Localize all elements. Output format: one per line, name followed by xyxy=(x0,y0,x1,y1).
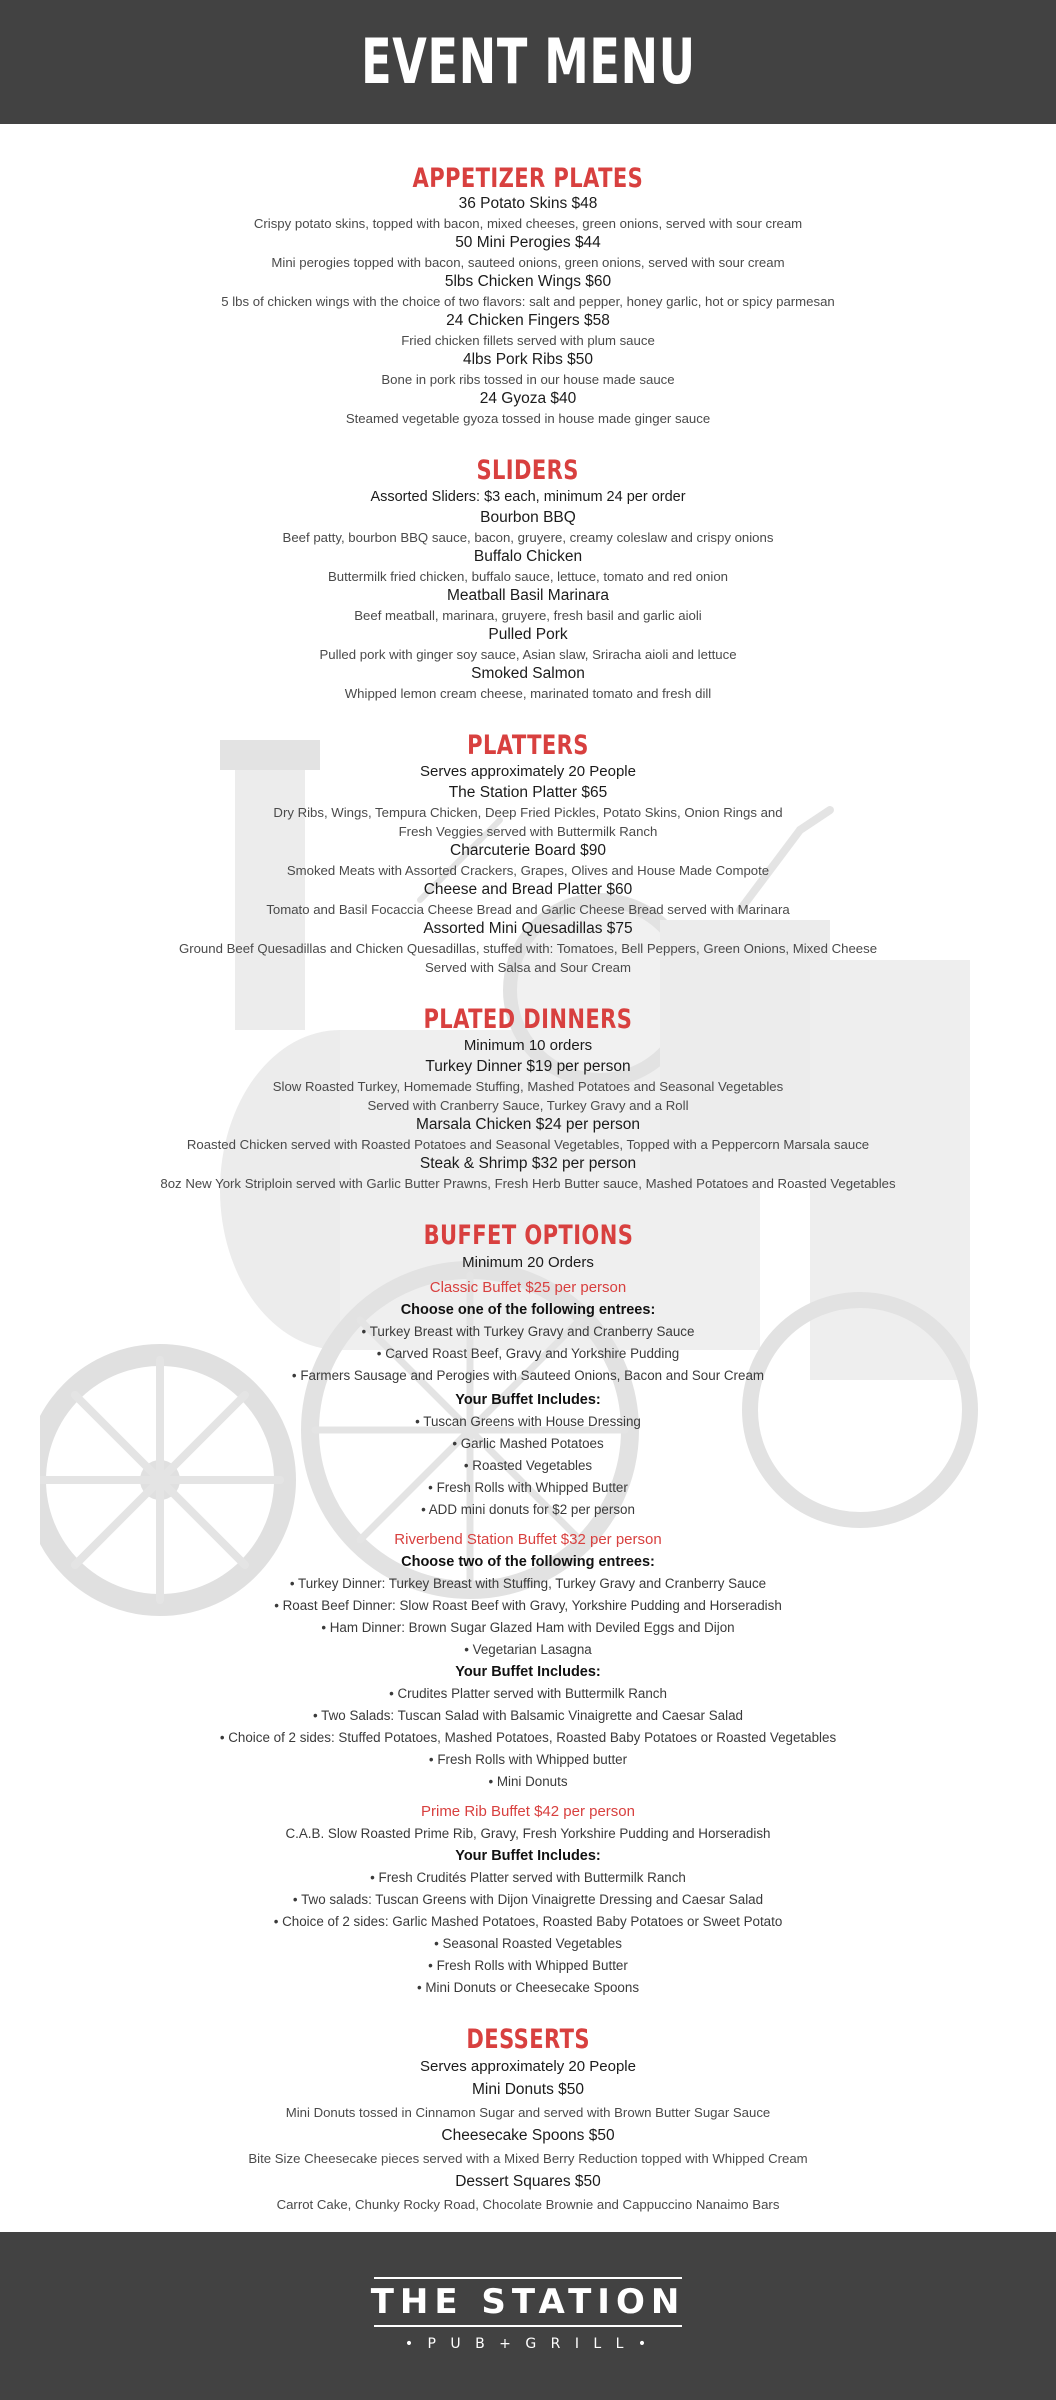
menu-item-name: 4lbs Pork Ribs $50 xyxy=(462,351,594,368)
menu-item-desc: Fried chicken fillets served with plum sauce xyxy=(401,333,655,348)
page-title: EVENT MENU xyxy=(360,25,696,98)
menu-item-desc: Bite Size Cheesecake pieces served with a Mixed Berry Reduction topped with Whipped Cream xyxy=(248,2151,808,2166)
section-note: Assorted Sliders: $3 each, minimum 24 per order xyxy=(370,489,686,505)
menu-item-desc: Whipped lemon cream cheese, marinated tomato and fresh dill xyxy=(344,686,712,701)
header-banner xyxy=(0,0,1056,124)
include-item: • Tuscan Greens with House Dressing xyxy=(415,1414,641,1429)
menu-item-name: Mini Donuts $50 xyxy=(471,2081,584,2098)
menu-item-desc: Fresh Veggies served with Buttermilk Ranch xyxy=(398,824,658,839)
logo-bottom-rule xyxy=(374,2325,682,2327)
menu-item-desc: Mini perogies topped with bacon, sauteed onions, green onions, served with sour cream xyxy=(271,255,785,270)
menu-item-desc: Ground Beef Quesadillas and Chicken Quesadillas, stuffed with: Tomatoes, Bell Peppers, Green Onions, Mixed Cheese xyxy=(178,941,878,956)
section-sliders xyxy=(0,456,1056,703)
section-note: Minimum 10 orders xyxy=(463,1037,593,1054)
entree-option: • Turkey Breast with Turkey Gravy and Cranberry Sauce xyxy=(361,1324,695,1339)
include-item: • Roasted Vegetables xyxy=(463,1458,593,1473)
menu-item-name: 24 Chicken Fingers $58 xyxy=(446,312,610,329)
logo-wordmark: THE STATION xyxy=(370,2282,686,2322)
menu-item-desc: Beef meatball, marinara, gruyere, fresh basil and garlic aioli xyxy=(354,608,702,623)
menu-item-name: Marsala Chicken $24 per person xyxy=(415,1116,640,1133)
include-item: • Two salads: Tuscan Greens with Dijon Vinaigrette Dressing and Caesar Salad xyxy=(292,1892,764,1907)
menu-item-desc: Mini Donuts tossed in Cinnamon Sugar and served with Brown Butter Sugar Sauce xyxy=(285,2105,771,2120)
menu-item-desc: Served with Salsa and Sour Cream xyxy=(425,960,631,975)
menu-item-desc: Dry Ribs, Wings, Tempura Chicken, Deep Fried Pickles, Potato Skins, Onion Rings and xyxy=(273,805,783,820)
section-title-desserts: DESSERTS xyxy=(466,2024,590,2055)
buffet-prime-desc: C.A.B. Slow Roasted Prime Rib, Gravy, Fresh Yorkshire Pudding and Horseradish xyxy=(285,1826,771,1841)
include-item: • ADD mini donuts for $2 per person xyxy=(421,1502,635,1517)
menu-item-desc: Roasted Chicken served with Roasted Potatoes and Seasonal Vegetables, Topped with a Peppercorn Marsala sauce xyxy=(186,1137,870,1152)
menu-item-desc: 8oz New York Striploin served with Garlic Butter Prawns, Fresh Herb Butter sauce, Mashed Potatoes and Roasted Vegetables xyxy=(160,1176,896,1191)
choose-entrees-label: Choose one of the following entrees: xyxy=(400,1302,656,1318)
menu-item-desc: Steamed vegetable gyoza tossed in house made ginger sauce xyxy=(345,411,711,426)
include-item: • Seasonal Roasted Vegetables xyxy=(434,1936,622,1951)
menu-item-desc: Slow Roasted Turkey, Homemade Stuffing, Mashed Potatoes and Seasonal Vegetables xyxy=(272,1079,784,1094)
menu-item-desc: Bone in pork ribs tossed in our house made sauce xyxy=(381,372,675,387)
menu-item-name: Cheesecake Spoons $50 xyxy=(441,2127,615,2144)
menu-item-name: Buffalo Chicken xyxy=(473,548,583,565)
section-note: Serves approximately 20 People xyxy=(420,2058,636,2075)
footer-banner xyxy=(0,2232,1056,2400)
section-title-plated: PLATED DINNERS xyxy=(423,1004,633,1035)
choose-entrees-label: Choose two of the following entrees: xyxy=(401,1554,655,1570)
menu-item-name: Smoked Salmon xyxy=(471,665,585,682)
section-buffet xyxy=(0,1221,1056,1999)
entree-option: • Roast Beef Dinner: Slow Roast Beef with Gravy, Yorkshire Pudding and Horseradish xyxy=(274,1598,782,1613)
includes-label: Your Buffet Includes: xyxy=(455,1664,601,1680)
section-title-buffet: BUFFET OPTIONS xyxy=(423,1220,633,1251)
include-item: • Fresh Crudités Platter served with Buttermilk Ranch xyxy=(370,1870,686,1885)
menu-item-desc: 5 lbs of chicken wings with the choice of two flavors: salt and pepper, honey garlic, hot or spicy parmesan xyxy=(221,294,835,309)
includes-label: Your Buffet Includes: xyxy=(455,1848,601,1864)
section-title-appetizers: APPETIZER PLATES xyxy=(412,163,644,194)
section-title-platters: PLATTERS xyxy=(467,730,589,761)
section-note: Serves approximately 20 People xyxy=(420,763,636,780)
section-plated-dinners xyxy=(0,1005,1056,1193)
include-item: • Two Salads: Tuscan Salad with Balsamic Vinaigrette and Caesar Salad xyxy=(313,1708,743,1723)
include-item: • Mini Donuts or Cheesecake Spoons xyxy=(416,1980,640,1995)
include-item: • Fresh Rolls with Whipped butter xyxy=(428,1752,628,1767)
menu-item-desc: Served with Cranberry Sauce, Turkey Gravy and a Roll xyxy=(367,1098,689,1113)
include-item: • Choice of 2 sides: Stuffed Potatoes, Mashed Potatoes, Roasted Baby Potatoes or Roasted Vegetables xyxy=(219,1730,837,1745)
menu-item-name: 50 Mini Perogies $44 xyxy=(455,234,601,251)
menu-item-desc: Carrot Cake, Chunky Rocky Road, Chocolate Brownie and Cappuccino Nanaimo Bars xyxy=(276,2197,780,2212)
menu-item-name: 5lbs Chicken Wings $60 xyxy=(444,273,612,290)
menu-item-desc: Beef patty, bourbon BBQ sauce, bacon, gruyere, creamy coleslaw and crispy onions xyxy=(282,530,774,545)
entree-option: • Turkey Dinner: Turkey Breast with Stuffing, Turkey Gravy and Cranberry Sauce xyxy=(289,1576,767,1591)
menu-item-desc: Crispy potato skins, topped with bacon, mixed cheeses, green onions, served with sour cream xyxy=(253,216,803,231)
menu-item-desc: Tomato and Basil Focaccia Cheese Bread and Garlic Cheese Bread served with Marinara xyxy=(266,902,790,917)
buffet-classic-title: Classic Buffet $25 per person xyxy=(429,1279,627,1296)
buffet-riverbend-title: Riverbend Station Buffet $32 per person xyxy=(394,1531,662,1548)
section-desserts xyxy=(0,2025,1056,2217)
include-item: • Crudites Platter served with Buttermilk Ranch xyxy=(389,1686,667,1701)
entree-option: • Farmers Sausage and Perogies with Sauteed Onions, Bacon and Sour Cream xyxy=(291,1368,765,1383)
section-platters xyxy=(0,731,1056,977)
menu-item-name: Steak & Shrimp $32 per person xyxy=(419,1155,637,1172)
section-appetizers xyxy=(0,164,1056,428)
menu-item-name: Assorted Mini Quesadillas $75 xyxy=(423,920,633,937)
menu-item-desc: Smoked Meats with Assorted Crackers, Grapes, Olives and House Made Compote xyxy=(286,863,770,878)
menu-item-desc: Buttermilk fried chicken, buffalo sauce, lettuce, tomato and red onion xyxy=(327,569,728,584)
menu-item-desc: Pulled pork with ginger soy sauce, Asian slaw, Sriracha aioli and lettuce xyxy=(319,647,737,662)
menu-item-name: Cheese and Bread Platter $60 xyxy=(423,881,633,898)
section-title-sliders: SLIDERS xyxy=(476,455,580,486)
include-item: • Garlic Mashed Potatoes xyxy=(452,1436,604,1451)
include-item: • Fresh Rolls with Whipped Butter xyxy=(428,1958,628,1973)
include-item: • Fresh Rolls with Whipped Butter xyxy=(428,1480,628,1495)
buffet-prime-rib-title: Prime Rib Buffet $42 per person xyxy=(420,1803,635,1820)
entree-option: • Vegetarian Lasagna xyxy=(464,1642,592,1657)
entree-option: • Ham Dinner: Brown Sugar Glazed Ham with Deviled Eggs and Dijon xyxy=(321,1620,735,1635)
logo-top-rule xyxy=(374,2277,682,2279)
include-item: • Choice of 2 sides: Garlic Mashed Potatoes, Roasted Baby Potatoes or Sweet Potato xyxy=(273,1914,783,1929)
logo-subtitle: • P U B + G R I L L • xyxy=(404,2336,652,2352)
menu-item-name: The Station Platter $65 xyxy=(448,784,608,801)
menu-item-name: Pulled Pork xyxy=(488,626,568,643)
menu-item-name: 36 Potato Skins $48 xyxy=(458,195,598,212)
includes-label: Your Buffet Includes: xyxy=(455,1392,601,1408)
menu-item-name: Turkey Dinner $19 per person xyxy=(425,1058,631,1075)
menu-item-name: Meatball Basil Marinara xyxy=(447,587,609,604)
entree-option: • Carved Roast Beef, Gravy and Yorkshire Pudding xyxy=(376,1346,680,1361)
menu-item-name: Bourbon BBQ xyxy=(480,509,576,526)
include-item: • Mini Donuts xyxy=(488,1774,568,1789)
menu-item-name: Charcuterie Board $90 xyxy=(450,842,606,859)
menu-content xyxy=(0,124,1056,2217)
menu-item-name: Dessert Squares $50 xyxy=(455,2173,601,2190)
section-note: Minimum 20 Orders xyxy=(462,1254,594,1271)
menu-item-name: 24 Gyoza $40 xyxy=(479,390,577,407)
the-station-logo xyxy=(371,2277,686,2355)
